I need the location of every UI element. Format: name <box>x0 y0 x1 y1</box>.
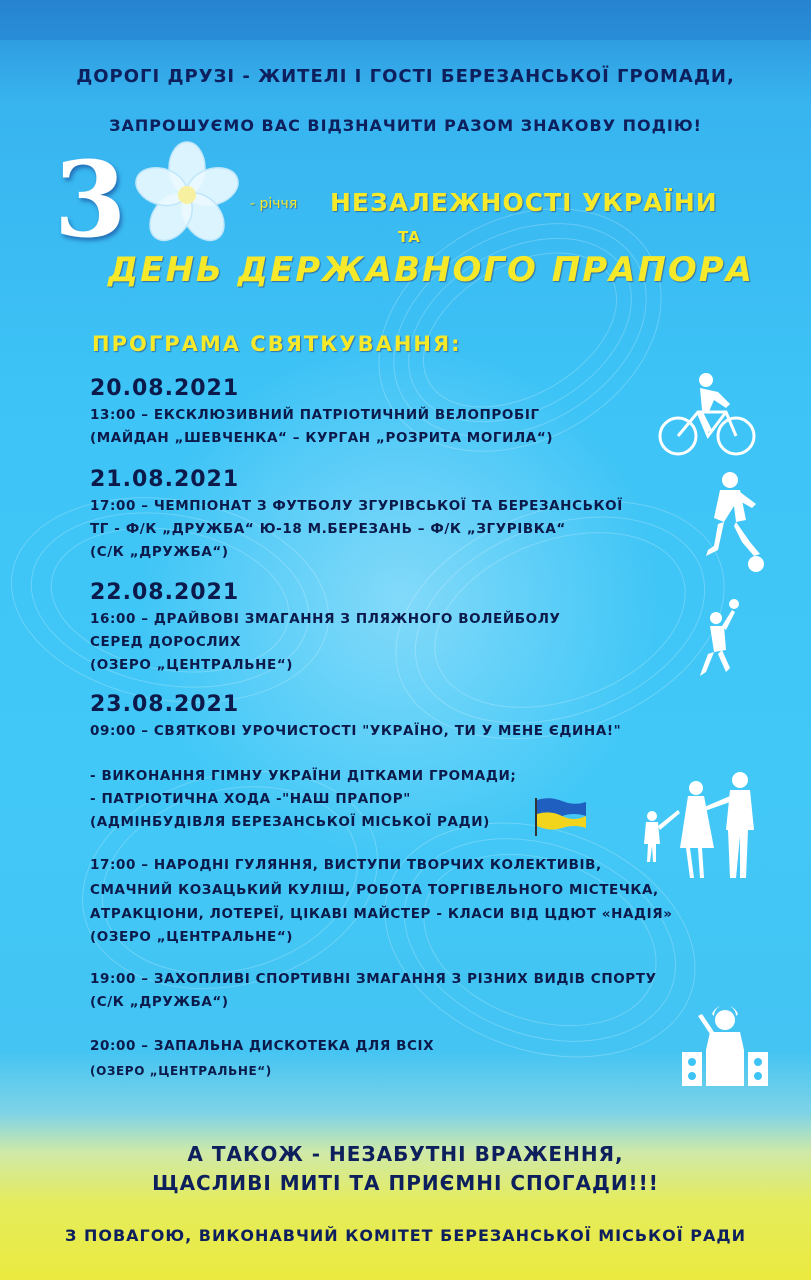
event-line: (С/К „ДРУЖБА“) <box>90 544 229 560</box>
dj-icon <box>682 1006 768 1090</box>
event-line: (ОЗЕРО „ЦЕНТРАЛЬНЕ“) <box>90 1064 272 1078</box>
date-day3: 22.08.2021 <box>90 580 240 605</box>
footballer-icon <box>690 470 770 574</box>
event-line: - ПАТРІОТИЧНА ХОДА -"НАШ ПРАПОР" <box>90 791 411 807</box>
program-title: ПРОГРАМА СВЯТКУВАННЯ: <box>92 332 462 356</box>
event-line: ТГ - Ф/К „ДРУЖБА“ Ю-18 М.БЕРЕЗАНЬ – Ф/К „ЗГУРІВКА“ <box>90 521 566 537</box>
event-line: АТРАКЦІОНИ, ЛОТЕРЕЇ, ЦІКАВІ МАЙСТЕР - КЛАСИ ВІД ЦДЮТ «НАДІЯ» <box>90 906 673 922</box>
closing-line-2: ЩАСЛИВІ МИТІ ТА ПРИЄМНІ СПОГАДИ!!! <box>152 1171 659 1195</box>
family-icon <box>636 770 786 880</box>
event-line: 16:00 – ДРАЙВОВІ ЗМАГАННЯ З ПЛЯЖНОГО ВОЛЕЙБОЛУ <box>90 611 561 627</box>
volleyball-player-icon <box>692 598 744 680</box>
date-day2: 21.08.2021 <box>90 467 240 492</box>
event-line: 09:00 – СВЯТКОВІ УРОЧИСТОСТІ "УКРАЇНО, ТИ У МЕНЕ ЄДИНА!" <box>90 723 622 739</box>
date-day4: 23.08.2021 <box>90 692 240 717</box>
event-line: (ОЗЕРО „ЦЕНТРАЛЬНЕ“) <box>90 929 294 945</box>
event-line: (С/К „ДРУЖБА“) <box>90 994 229 1010</box>
signature: З ПОВАГОЮ, ВИКОНАВЧИЙ КОМІТЕТ БЕРЕЗАНСЬКОЇ МІСЬКОЇ РАДИ <box>65 1226 746 1245</box>
event-line: 19:00 – ЗАХОПЛИВІ СПОРТИВНІ ЗМАГАННЯ З РІЗНИХ ВИДІВ СПОРТУ <box>90 971 657 987</box>
flower-icon <box>132 140 242 250</box>
cyclist-icon <box>656 370 758 458</box>
title-second: ДЕНЬ ДЕРЖАВНОГО ПРАПОРА <box>108 250 755 290</box>
event-line: 17:00 – ЧЕМПІОНАТ З ФУТБОЛУ ЗГУРІВСЬКОЇ ТА БЕРЕЗАНСЬКОЇ <box>90 498 623 514</box>
date-day1: 20.08.2021 <box>90 376 240 401</box>
event-line: 20:00 – ЗАПАЛЬНА ДИСКОТЕКА ДЛЯ ВСІХ <box>90 1038 435 1054</box>
invitation-line: ЗАПРОШУЄМО ВАС ВІДЗНАЧИТИ РАЗОМ ЗНАКОВУ ПОДІЮ! <box>109 116 702 135</box>
event-line: (ОЗЕРО „ЦЕНТРАЛЬНЕ“) <box>90 657 294 673</box>
event-line: (МАЙДАН „ШЕВЧЕНКА“ – КУРГАН „РОЗРИТА МОГИЛА“) <box>90 430 554 446</box>
anniversary-number: 3 <box>54 138 127 261</box>
event-line: - ВИКОНАННЯ ГІМНУ УКРАЇНИ ДІТКАМИ ГРОМАДИ; <box>90 768 517 784</box>
event-line: 17:00 – НАРОДНІ ГУЛЯННЯ, ВИСТУПИ ТВОРЧИХ КОЛЕКТИВІВ, <box>90 857 602 873</box>
event-line: СМАЧНИЙ КОЗАЦЬКИЙ КУЛІШ, РОБОТА ТОРГІВЕЛЬНОГО МІСТЕЧКА, <box>90 882 659 898</box>
event-line: СЕРЕД ДОРОСЛИХ <box>90 634 242 650</box>
event-line: (АДМІНБУДІВЛЯ БЕРЕЗАНСЬКОЇ МІСЬКОЇ РАДИ) <box>90 814 490 830</box>
closing-line-1: А ТАКОЖ - НЕЗАБУТНІ ВРАЖЕННЯ, <box>187 1142 624 1166</box>
event-line: 13:00 – ЕКСКЛЮЗИВНИЙ ПАТРІОТИЧНИЙ ВЕЛОПРОБІГ <box>90 407 540 423</box>
title-suffix: - річчя <box>250 196 298 212</box>
greeting-line: ДОРОГІ ДРУЗІ - ЖИТЕЛІ І ГОСТІ БЕРЕЗАНСЬКОЇ ГРОМАДИ, <box>76 66 735 87</box>
title-and: ТА <box>398 228 420 246</box>
title-main: НЕЗАЛЕЖНОСТІ УКРАЇНИ <box>330 188 718 217</box>
ukraine-flag-icon <box>532 796 588 836</box>
